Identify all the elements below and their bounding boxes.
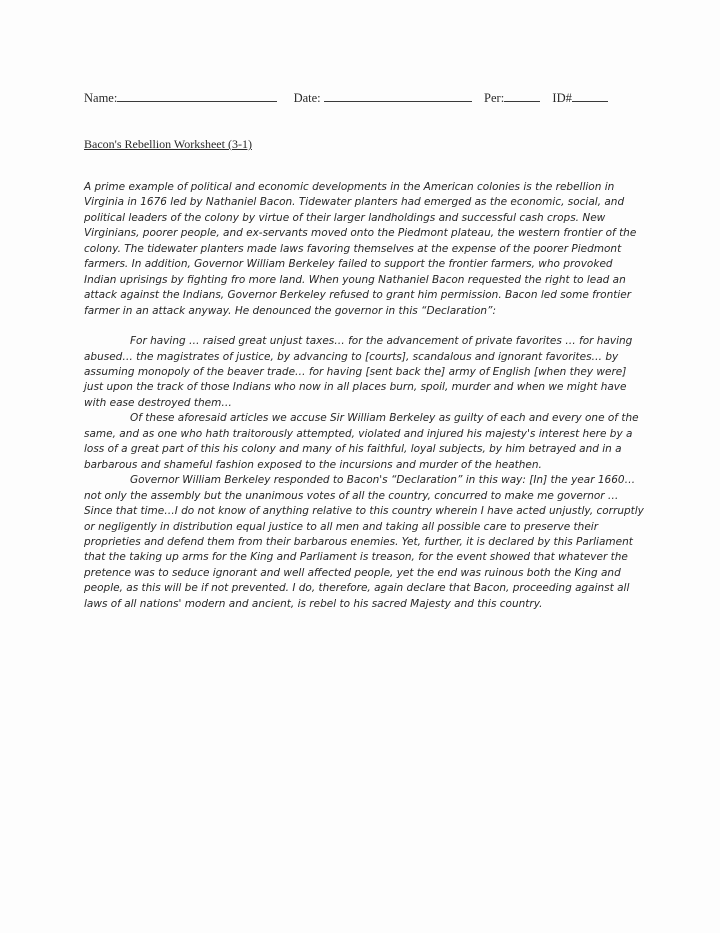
per-label: Per: <box>484 91 505 105</box>
date-blank <box>324 90 472 102</box>
declaration-paragraph-1: For having … raised great unjust taxes… for the advancement of private favorites … for having abused… the magistrates of justice, by advancing to [courts], scandalous and ignorant favorites… by assuming monopoly of the beaver trade… for having [sent back the] army of English [when they were] just upon the track of those Indians who now in all places burn, spoil, murder and when we might have with ease destroyed them… <box>84 335 633 409</box>
per-blank <box>504 90 540 102</box>
intro-paragraph: A prime example of political and economic developments in the American colonies is the rebellion in Virginia in 1676 led by Nathaniel Bacon. Tidewater planters had emerged as the economic, social, and political leaders of the colony by virtue of their larger landholdings and successful cash crops. New Virginians, poorer people, and ex-servants moved onto the Piedmont plateau, the western frontier of the colony. The tidewater planters made laws favoring themselves at the expense of the poorer Piedmont farmers. In addition, Governor William Berkeley failed to support the frontier farmers, who provoked Indian uprisings by fighting fro more land. When young Nathaniel Bacon requested the right to lead an attack against the Indians, Governor Berkeley refused to grant him permission. Bacon led some frontier farmer in an attack anyway. He denounced the governor in this “Declaration”: <box>84 181 637 317</box>
date-label: Date: <box>293 91 321 105</box>
declaration-paragraph-2: Of these aforesaid articles we accuse Sir William Berkeley as guilty of each and every one of the same, and as one who hath traitorously attempted, violated and injured his majesty's interest here by a loss of a great part of this his colony and many of his faithful, loyal subjects, by him betrayed and in a barbarous and shameful fashion exposed to the incursions and murder of the heathen. <box>84 412 639 471</box>
student-info-header <box>84 90 644 106</box>
id-blank <box>572 90 608 102</box>
id-label: ID# <box>552 91 572 105</box>
worksheet-title: Bacon's Rebellion Worksheet (3-1) <box>84 137 252 151</box>
name-label: Name: <box>84 91 118 105</box>
berkeley-response-paragraph: Governor William Berkeley responded to Bacon's “Declaration” in this way: [In] the year 1660…not only the assembly but the unanimous votes of all the country, concurred to make me governor …Since that time…I do not know of anything relative to this country wherein I have acted unjustly, corruptly or negligently in distribution equal justice to all men and taking all possible care to preserve their proprieties and defend them from their barbarous enemies. Yet, further, it is declared by this Parliament that the taking up arms for the King and Parliament is treason, for the event showed that whatever the pretence was to seduce ignorant and well affected people, yet the end was ruinous both the King and people, as this will be if not prevented. I do, therefore, again declare that Bacon, proceeding against all laws of all nations' modern and ancient, is rebel to his sacred Majesty and this country. <box>84 474 644 610</box>
name-blank <box>117 90 277 102</box>
reading-passage <box>84 180 644 612</box>
